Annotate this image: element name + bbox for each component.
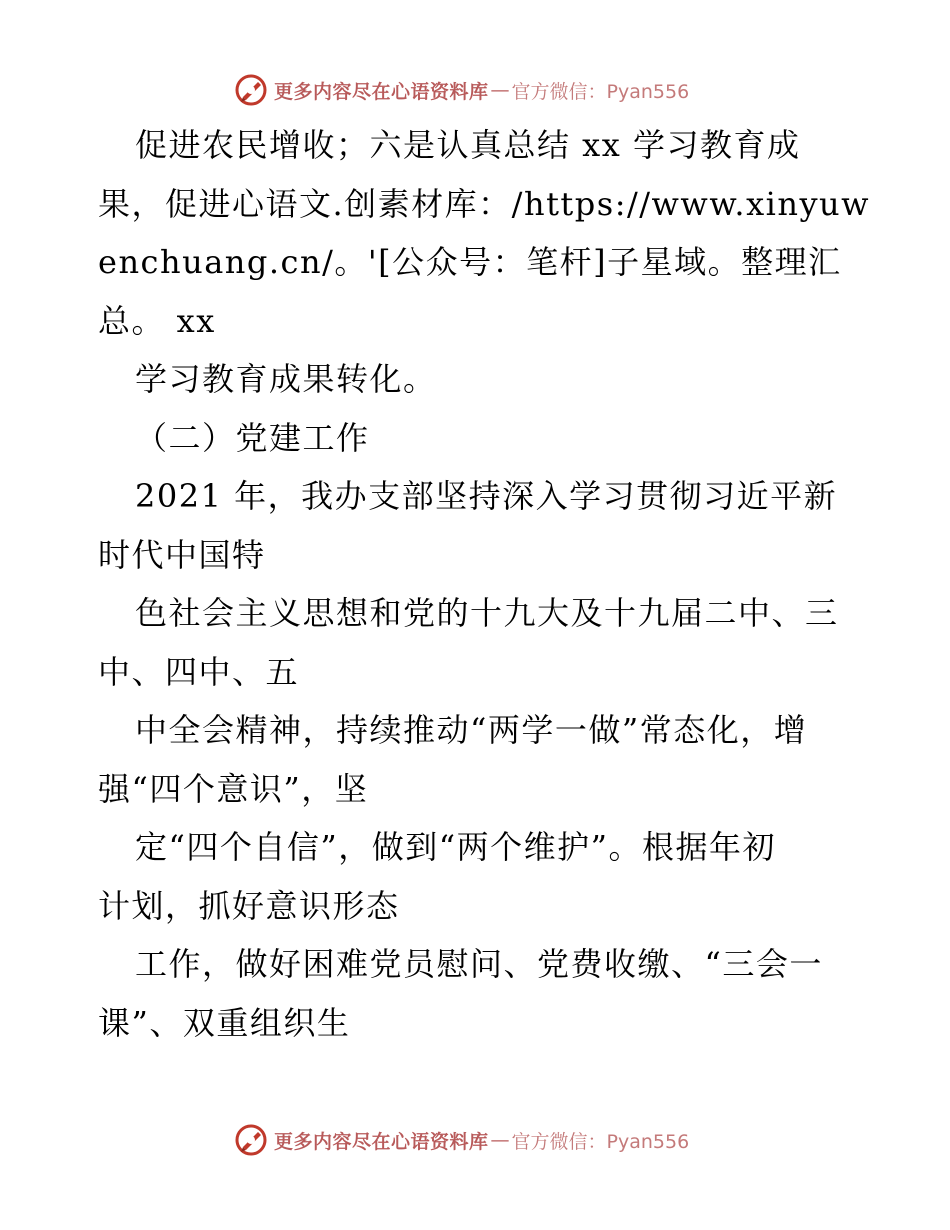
text-line: 时代中国特 xyxy=(98,535,266,574)
text-line: 强“四个意识”，坚 xyxy=(98,769,369,808)
text-line: 定“四个自信”，做到“两个维护”。根据年初 xyxy=(135,828,776,866)
banner-dash: — xyxy=(490,79,510,101)
banner-title: 更多内容尽在心语资料库 xyxy=(274,1130,489,1153)
brand-logo-icon xyxy=(234,73,268,107)
text-line: 总。 xx xyxy=(98,301,216,340)
text-line: 果，促进心语文.创素材库：/https://www.xinyuw xyxy=(98,184,871,223)
text-line: 2021 年，我办支部坚持深入学习贯彻习近平新 xyxy=(135,477,838,515)
document-body xyxy=(98,116,871,1052)
text-line: 中、四中、五 xyxy=(98,652,300,691)
text-line: enchuang.cn/。'[公众号：笔杆]子星域。整理汇 xyxy=(98,243,842,281)
section-heading: （二）党建工作 xyxy=(135,418,370,457)
banner-wechat: 官方微信：Pyan556 xyxy=(511,80,690,103)
header-banner xyxy=(234,70,754,110)
footer-banner xyxy=(234,1120,754,1160)
brand-logo-icon xyxy=(234,1123,268,1157)
text-line: 工作，做好困难党员慰问、党费收缴、“三会一 xyxy=(135,945,823,983)
text-line: 中全会精神，持续推动“两学一做”常态化，增 xyxy=(135,711,808,749)
text-line: 课”、双重组织生 xyxy=(98,1003,351,1042)
text-line: 学习教育成果转化。 xyxy=(135,360,437,398)
text-line: 计划，抓好意识形态 xyxy=(98,886,400,925)
text-line: 色社会主义思想和党的十九大及十九届二中、三 xyxy=(135,594,839,632)
banner-dash: — xyxy=(490,1129,510,1151)
banner-wechat: 官方微信：Pyan556 xyxy=(511,1130,690,1153)
text-line: 促进农民增收；六是认真总结 xx 学习教育成 xyxy=(135,126,801,164)
banner-title: 更多内容尽在心语资料库 xyxy=(274,80,489,103)
